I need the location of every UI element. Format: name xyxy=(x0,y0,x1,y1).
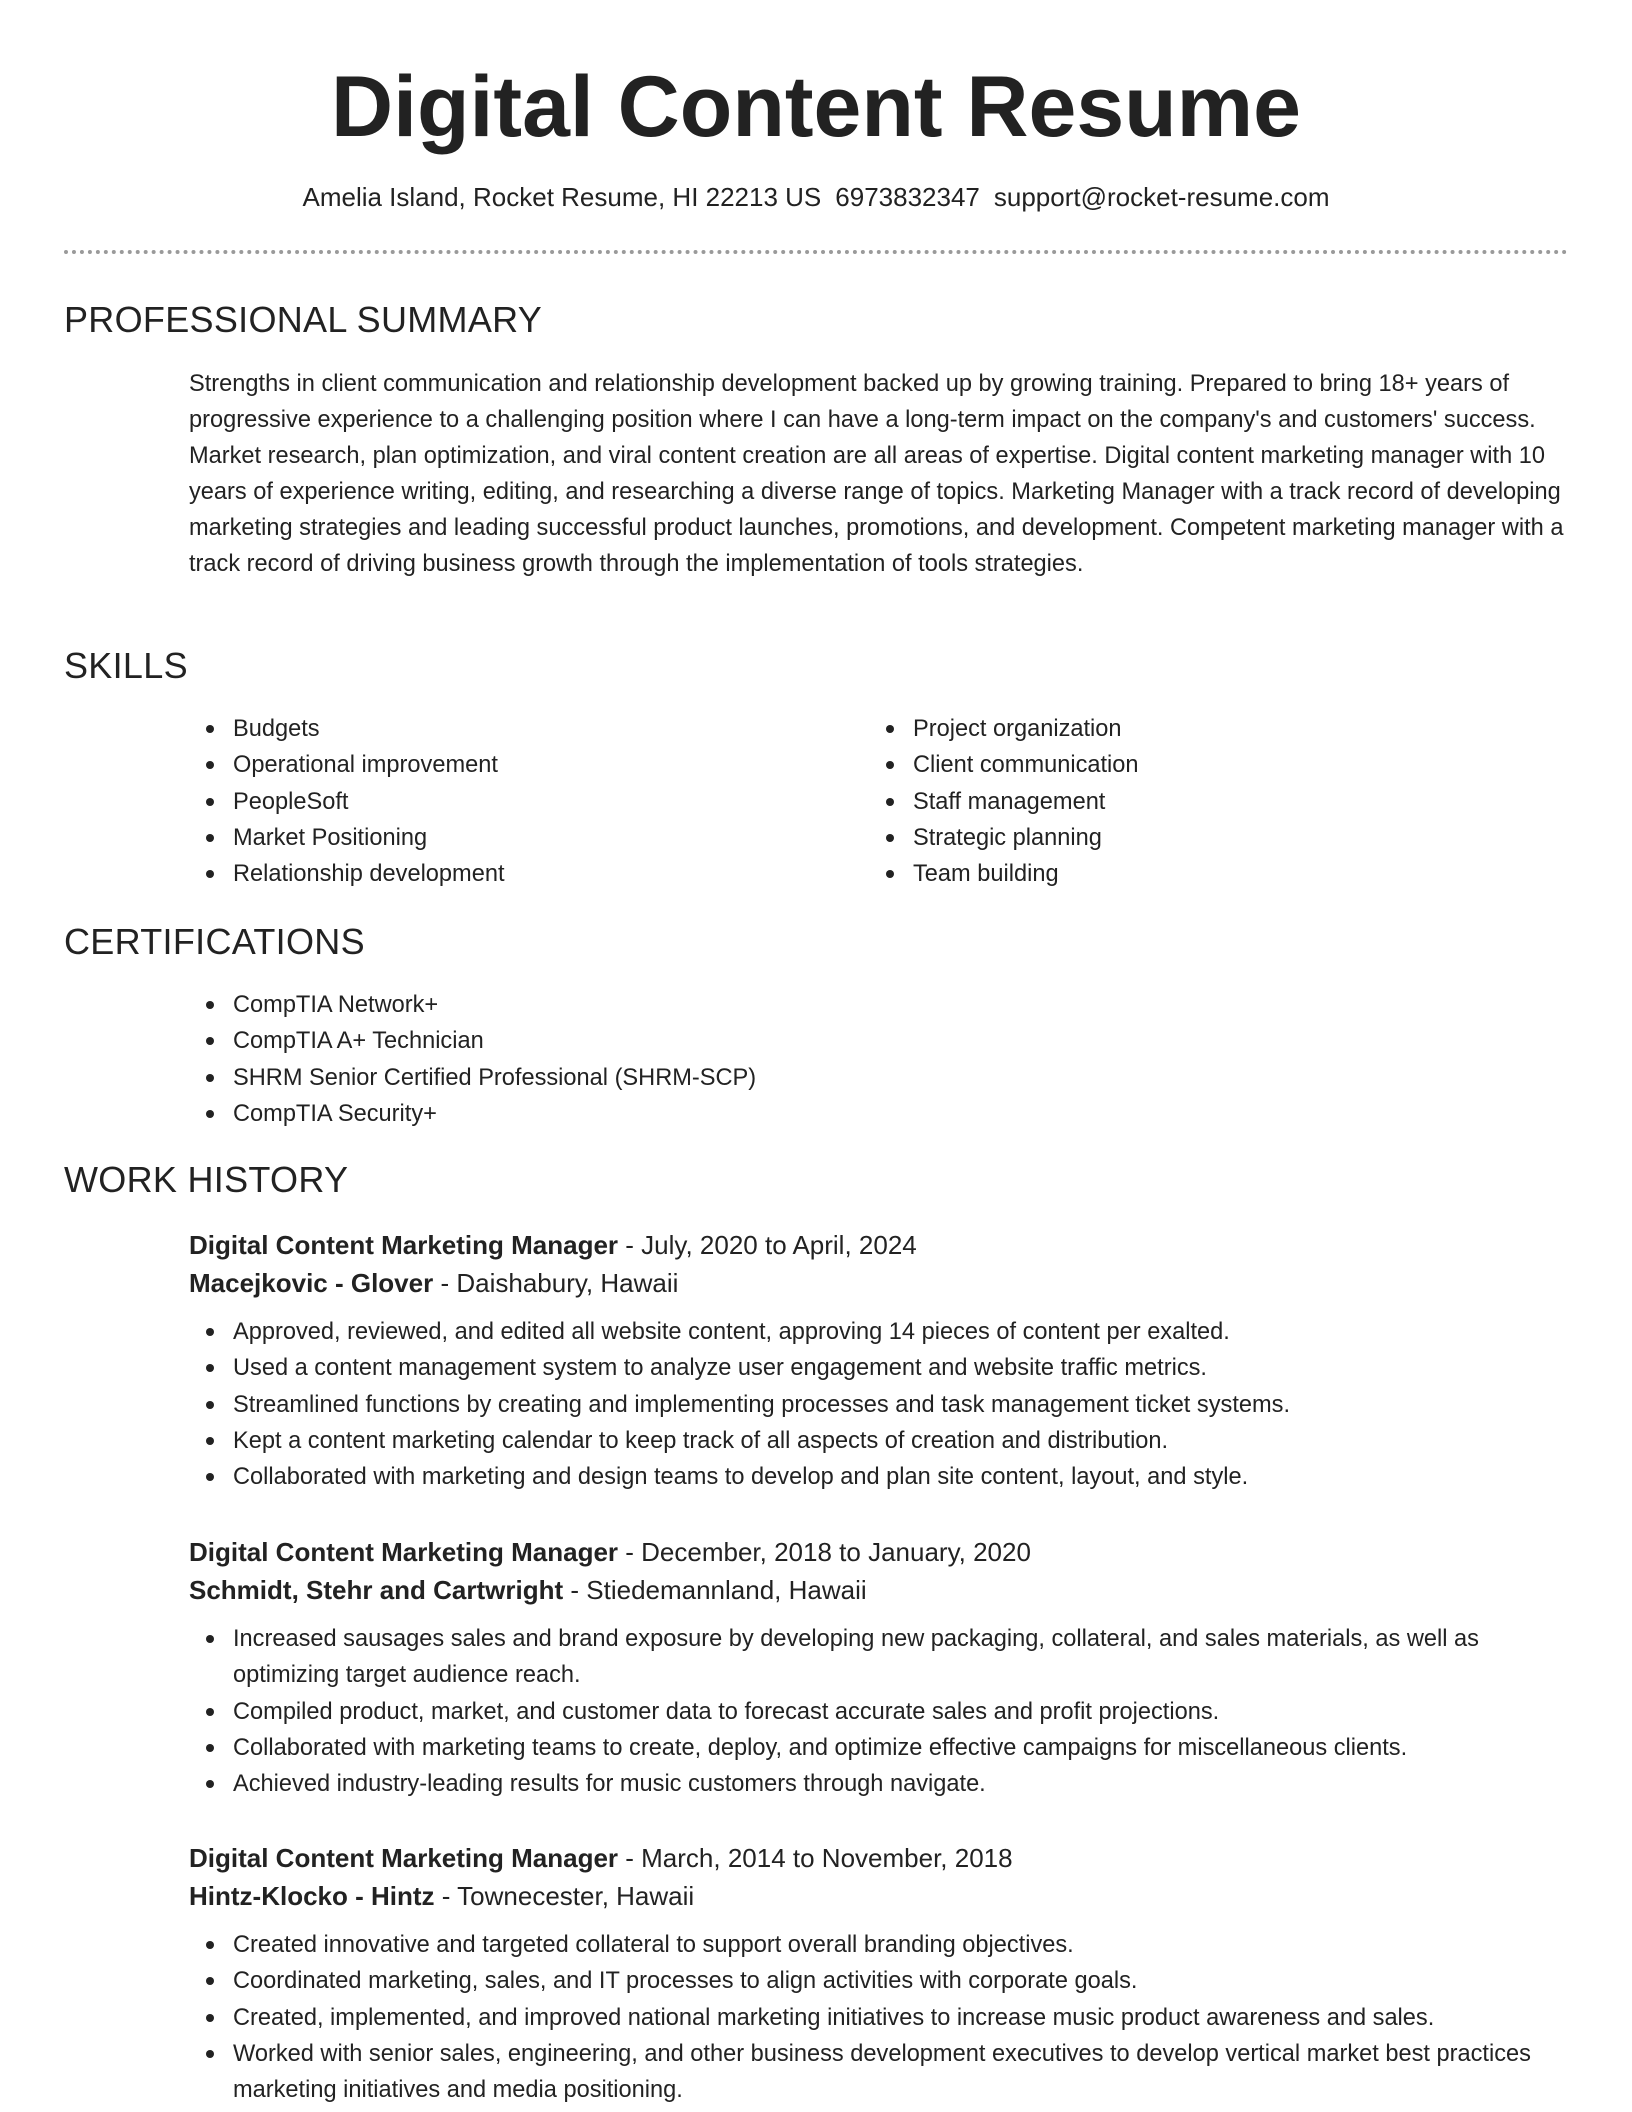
certification-item: CompTIA A+ Technician xyxy=(189,1023,1569,1059)
certification-item: SHRM Senior Certified Professional (SHRM-SCP) xyxy=(189,1060,1569,1096)
job-bullet: Approved, reviewed, and edited all website content, approving 14 pieces of content per exalted. xyxy=(189,1314,1544,1350)
contact-phone: 6973832347 xyxy=(835,182,980,212)
skill-item: PeopleSoft xyxy=(189,784,849,820)
job-bullet: Worked with senior sales, engineering, and other business development executives to develop vertical market best practices marketing initiatives and media positioning. xyxy=(189,2036,1544,2109)
header-divider xyxy=(64,250,1568,254)
job-location: - Daishabury, Hawaii xyxy=(433,1268,679,1298)
job-location: - Stiedemannland, Hawaii xyxy=(563,1575,867,1605)
skills-list-right xyxy=(869,711,1529,892)
contact-email[interactable]: support@rocket-resume.com xyxy=(993,182,1330,212)
certifications-list xyxy=(189,987,1569,1132)
contact-address: Amelia Island, Rocket Resume, HI 22213 US xyxy=(302,182,822,212)
job-bullet: Coordinated marketing, sales, and IT processes to align activities with corporate goals. xyxy=(189,1963,1544,1999)
summary-heading: PROFESSIONAL SUMMARY xyxy=(64,299,543,340)
certification-item: CompTIA Network+ xyxy=(189,987,1569,1023)
job-location: - Townecester, Hawaii xyxy=(434,1881,695,1911)
job-company-line xyxy=(189,1877,1569,1915)
skills-list-left xyxy=(189,711,849,892)
job-bullets xyxy=(189,1927,1569,2108)
job-bullet: Created innovative and targeted collateral to support overall branding objectives. xyxy=(189,1927,1544,1963)
job-bullet: Achieved industry-leading results for music customers through navigate. xyxy=(189,1766,1544,1802)
skill-item: Budgets xyxy=(189,711,849,747)
job-company-line xyxy=(189,1264,1569,1302)
job-company-line xyxy=(189,1571,1569,1609)
skills-heading: SKILLS xyxy=(64,645,188,686)
job-dates: - December, 2018 to January, 2020 xyxy=(618,1537,1031,1567)
job-dates: - July, 2020 to April, 2024 xyxy=(618,1230,917,1260)
job-company: Schmidt, Stehr and Cartwright xyxy=(189,1575,564,1605)
job-title-line xyxy=(189,1839,1569,1877)
job-title-line xyxy=(189,1226,1569,1264)
job-entry xyxy=(189,1226,1569,1495)
job-dates: - March, 2014 to November, 2018 xyxy=(618,1843,1013,1873)
work-history-heading: WORK HISTORY xyxy=(64,1159,349,1200)
skill-item: Staff management xyxy=(869,784,1529,820)
certification-item: CompTIA Security+ xyxy=(189,1096,1569,1132)
job-bullet: Compiled product, market, and customer data to forecast accurate sales and profit projections. xyxy=(189,1694,1544,1730)
job-entry xyxy=(189,1839,1569,2108)
page-title: Digital Content Resume xyxy=(331,59,1301,155)
skill-item: Market Positioning xyxy=(189,820,849,856)
job-bullet: Streamlined functions by creating and implementing processes and task management ticket systems. xyxy=(189,1387,1544,1423)
job-title: Digital Content Marketing Manager xyxy=(189,1230,619,1260)
skill-item: Strategic planning xyxy=(869,820,1529,856)
job-bullet: Collaborated with marketing teams to create, deploy, and optimize effective campaigns for miscellaneous clients. xyxy=(189,1730,1544,1766)
job-bullet: Increased sausages sales and brand exposure by developing new packaging, collateral, and sales materials, as well as optimizing target audience reach. xyxy=(189,1621,1544,1694)
skill-item: Operational improvement xyxy=(189,747,849,783)
skill-item: Client communication xyxy=(869,747,1529,783)
job-bullets xyxy=(189,1314,1569,1495)
certifications-heading: CERTIFICATIONS xyxy=(64,921,365,962)
contact-line xyxy=(0,180,1632,214)
job-title-line xyxy=(189,1533,1569,1571)
job-company: Macejkovic - Glover xyxy=(189,1268,434,1298)
job-bullets xyxy=(189,1621,1569,1802)
job-bullet: Used a content management system to analyze user engagement and website traffic metrics. xyxy=(189,1350,1544,1386)
job-entry xyxy=(189,1533,1569,1802)
job-bullet: Collaborated with marketing and design teams to develop and plan site content, layout, and style. xyxy=(189,1459,1544,1495)
job-bullet: Created, implemented, and improved national marketing initiatives to increase music product awareness and sales. xyxy=(189,2000,1544,2036)
job-company: Hintz-Klocko - Hintz xyxy=(189,1881,435,1911)
skill-item: Team building xyxy=(869,856,1529,892)
skill-item: Project organization xyxy=(869,711,1529,747)
skill-item: Relationship development xyxy=(189,856,849,892)
job-title: Digital Content Marketing Manager xyxy=(189,1537,619,1567)
job-title: Digital Content Marketing Manager xyxy=(189,1843,619,1873)
job-bullet: Kept a content marketing calendar to keep track of all aspects of creation and distribution. xyxy=(189,1423,1544,1459)
summary-text: Strengths in client communication and relationship development backed up by growing training. Prepared to bring 18+ years of progressive experience to a challenging position where I can have a long-term impact on the company's and customers' success. Market research, plan optimization, and viral content creation are all areas of expertise. Digital content marketing manager with 10 years of experience writing, editing, and researching a diverse range of topics. Marketing Manager with a track record of developing marketing strategies and leading successful product launches, promotions, and development. Competent marketing manager with a track record of driving business growth through the implementation of tools strategies. xyxy=(189,371,1564,577)
